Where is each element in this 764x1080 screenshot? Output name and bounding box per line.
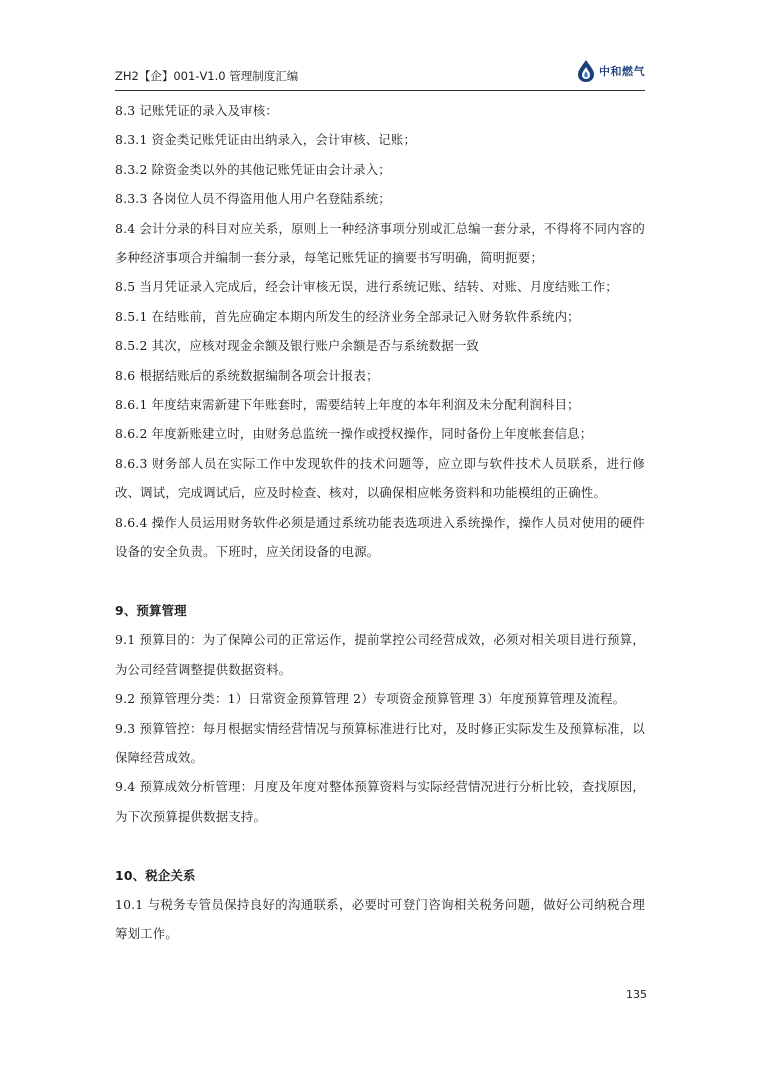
paragraph: 8.6.2 年度新账建立时，由财务总监统一操作或授权操作，同时备份上年度帐套信息； [115, 426, 593, 442]
document-body [115, 96, 645, 949]
paragraph: 8.4 会计分录的科目对应关系，原则上一种经济事项分别或汇总编一套分录，不得将不同内容的多种经济事项合并编制一套分录，每笔记账凭证的摘要书写明确，简明扼要； [115, 220, 645, 266]
header-divider [115, 90, 645, 91]
paragraph: 8.3 记账凭证的录入及审核： [115, 103, 278, 118]
page-number: 135 [626, 988, 647, 1001]
paragraph: 8.6 根据结账后的系统数据编制各项会计报表； [115, 367, 379, 383]
paragraph: 10.1 与税务专管员保持良好的沟通联系，必要时可登门咨询相关税务问题，做好公司纳税合理筹划工作。 [115, 896, 645, 942]
paragraph: 8.5.1 在结账前，首先应确定本期内所发生的经济业务全部录记入财务软件系统内； [115, 308, 580, 324]
paragraph: 8.6.1 年度结束需新建下年账套时，需要结转上年度的本年利润及未分配利润科目； [115, 397, 580, 413]
section-heading-tax: 10、税企关系 [115, 867, 196, 883]
logo-text: 中和燃气 [599, 65, 645, 78]
paragraph: 8.5 当月凭证录入完成后，经会计审核无误，进行系统记账、结转、对账、月度结账工作； [115, 279, 618, 295]
paragraph: 8.5.2 其次，应核对现金余额及银行账户余额是否与系统数据一致 [115, 338, 480, 354]
paragraph: 8.6.3 财务部人员在实际工作中发现软件的技术问题等，应立即与软件技术人员联系，进行修改、调试，完成调试后，应及时检查、核对，以确保相应帐务资料和功能模组的正确性。 [115, 455, 645, 501]
paragraph: 8.3.1 资金类记账凭证由出纳录入，会计审核、记账； [115, 132, 417, 148]
paragraph: 8.3.3 各岗位人员不得盗用他人用户名登陆系统； [115, 191, 391, 207]
company-logo [575, 58, 645, 84]
paragraph: 9.1 预算目的：为了保障公司的正常运作，提前掌控公司经营成效，必须对相关项目进行预算，为公司经营调整提供数据资料。 [115, 632, 645, 677]
page-header [115, 56, 645, 90]
paragraph: 9.2 预算管理分类：1）日常资金预算管理 2）专项资金预算管理 3）年度预算管理及流程。 [115, 691, 626, 707]
document-title: ZH2【企】001-V1.0 管理制度汇编 [115, 69, 299, 83]
section-heading-budget: 9、预算管理 [115, 602, 187, 618]
paragraph: 8.3.2 除资金类以外的其他记账凭证由会计录入； [115, 161, 391, 177]
paragraph: 8.6.4 操作人员运用财务软件必须是通过系统功能表选项进入系统操作，操作人员对使用的硬件设备的安全负责。下班时，应关闭设备的电源。 [115, 514, 645, 560]
paragraph: 9.4 预算成效分析管理：月度及年度对整体预算资料与实际经营情况进行分析比较，查找原因，为下次预算提供数据支持。 [115, 779, 645, 824]
flame-drop-icon [575, 59, 597, 83]
paragraph: 9.3 预算管控：每月根据实情经营情况与预算标准进行比对，及时修正实际发生及预算标准，以保障经营成效。 [115, 720, 645, 765]
